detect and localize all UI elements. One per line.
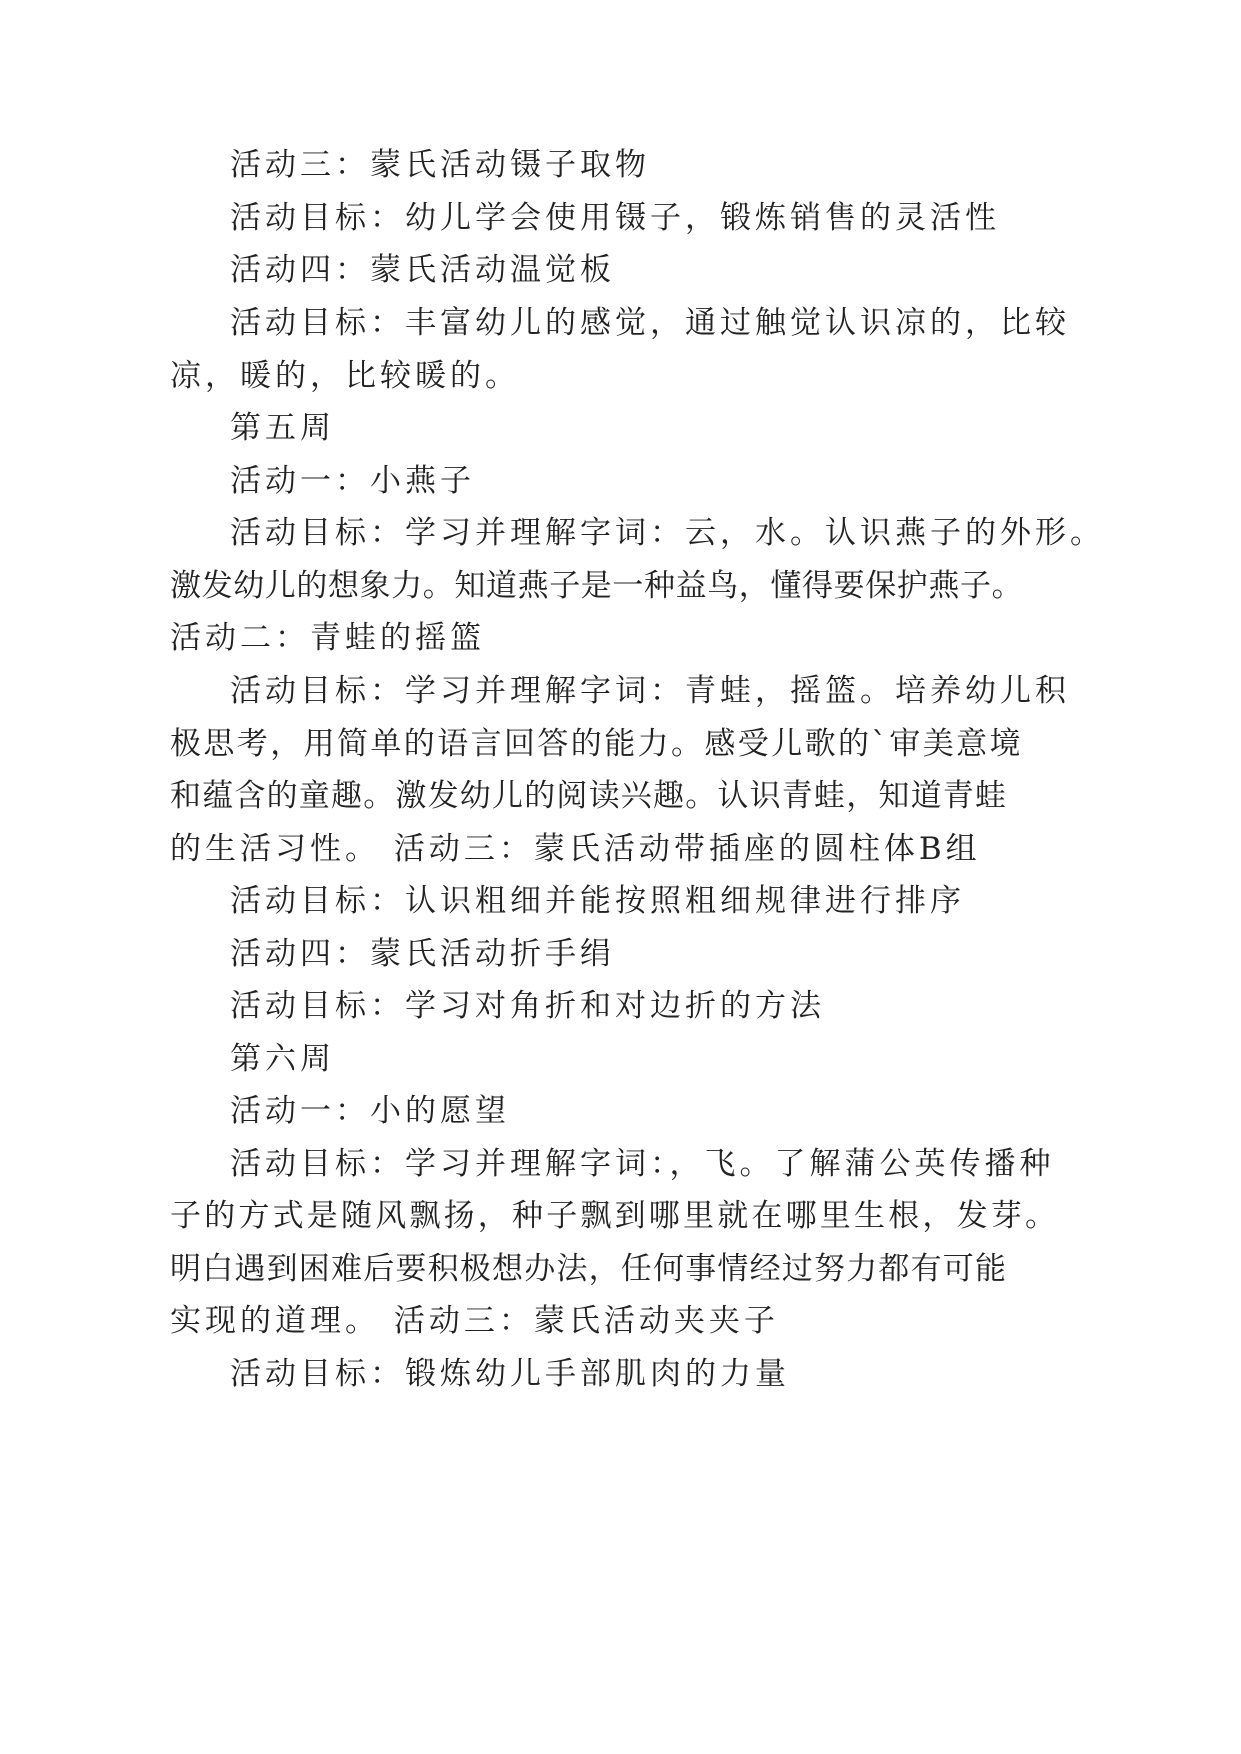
text-line: 实现的道理。 活动三：蒙氏活动夹夹子 xyxy=(170,1303,779,1339)
text-line: 活动目标：学习对角折和对边折的方法 xyxy=(230,988,825,1024)
text-line: 活动目标：锻炼幼儿手部肌肉的力量 xyxy=(230,1356,790,1392)
text-line: 第五周 xyxy=(230,410,335,446)
text-line: 凉，暖的，比较暖的。 xyxy=(170,358,520,394)
text-line: 活动四：蒙氏活动折手绢 xyxy=(230,936,615,972)
text-line: 活动四：蒙氏活动温觉板 xyxy=(230,252,615,288)
text-line: 活动一：小燕子 xyxy=(230,463,475,499)
text-line: 明白遇到困难后要积极想办法，任何事情经过努力都有可能 xyxy=(170,1251,1008,1287)
text-line: 子的方式是随风飘扬，种子飘到哪里就在哪里生根，发芽。 xyxy=(170,1198,1060,1234)
text-line: 活动目标：学习并理解字词：云，水。认识燕子的外形。 xyxy=(230,515,1105,551)
text-line: 活动目标：丰富幼儿的感觉，通过触觉认识凉的，比较 xyxy=(230,305,1070,341)
text-line: 活动目标：学习并理解字词：青蛙，摇篮。培养幼儿积 xyxy=(230,673,1070,709)
text-line: 活动三：蒙氏活动镊子取物 xyxy=(230,147,650,183)
text-line: 激发幼儿的想象力。知道燕子是一种益鸟，懂得要保护燕子。 xyxy=(170,568,1024,604)
text-line: 活动二：青蛙的摇篮 xyxy=(170,620,485,656)
text-line: 极思考，用简单的语言回答的能力。感受儿歌的`审美意境 xyxy=(170,726,1023,762)
text-line: 活动目标：认识粗细并能按照粗细规律进行排序 xyxy=(230,883,965,919)
text-line: 活动一：小的愿望 xyxy=(230,1093,510,1129)
text-line: 的生活习性。 活动三：蒙氏活动带插座的圆柱体B组 xyxy=(170,831,981,867)
text-line: 第六周 xyxy=(230,1041,335,1077)
text-line: 活动目标：幼儿学会使用镊子，锻炼销售的灵活性 xyxy=(230,200,1000,236)
text-line: 活动目标：学习并理解字词：，飞。了解蒲公英传播种 xyxy=(230,1146,1055,1182)
text-line: 和蕴含的童趣。激发幼儿的阅读兴趣。认识青蛙，知道青蛙 xyxy=(170,778,1008,814)
